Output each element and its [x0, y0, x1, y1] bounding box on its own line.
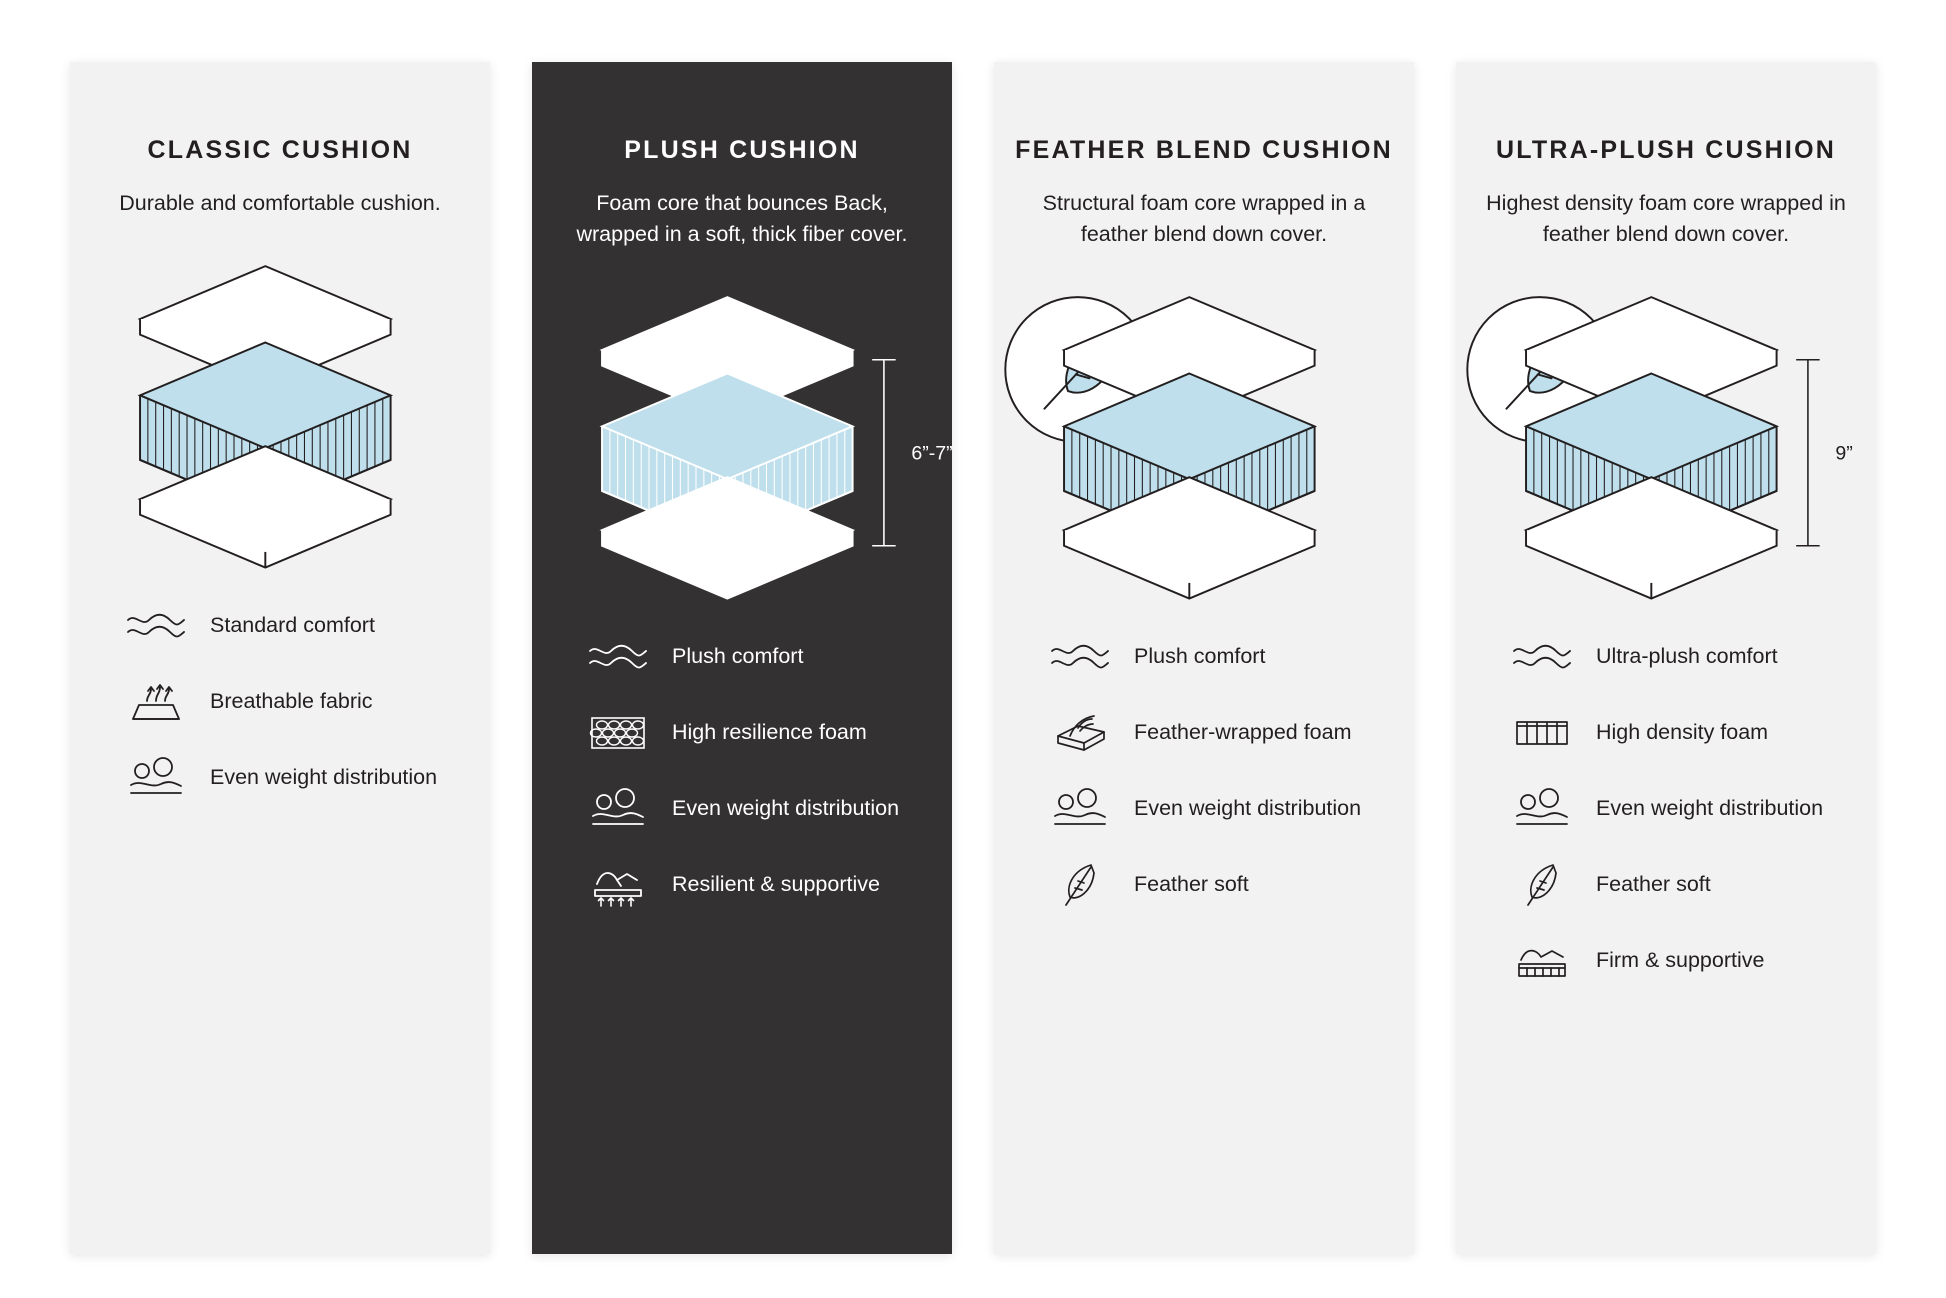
feature-label: Even weight distribution	[1134, 796, 1362, 821]
feature-label: Firm & supportive	[1596, 948, 1765, 973]
feature-label: Ultra-plush comfort	[1596, 644, 1778, 669]
svg-text:6”-7”: 6”-7”	[911, 442, 953, 465]
even-weight-icon	[1510, 784, 1574, 834]
feature-row	[1048, 784, 1374, 834]
feature-row	[586, 708, 912, 758]
wave-lines-icon	[1048, 632, 1112, 682]
firm-support-icon	[1510, 936, 1574, 986]
wave-lines-icon	[124, 601, 188, 651]
wave-lines-icon	[1510, 632, 1574, 682]
even-weight-icon	[586, 784, 650, 834]
feature-row	[1048, 860, 1374, 910]
feature-label: High resilience foam	[672, 720, 867, 745]
cushion-card-3	[994, 62, 1414, 1254]
feature-row	[124, 677, 450, 727]
wave-lines-icon	[586, 632, 650, 682]
feature-row	[1510, 936, 1836, 986]
feature-label: Feather soft	[1596, 872, 1711, 897]
feature-label: Standard comfort	[210, 613, 375, 638]
feather-wrapped-foam-icon	[1048, 708, 1112, 758]
feature-row	[1048, 632, 1374, 682]
feature-label: Even weight distribution	[210, 765, 438, 790]
feature-row	[124, 601, 450, 651]
exploded-cushion-diagram	[70, 245, 490, 575]
breathable-fabric-icon	[124, 677, 188, 727]
feature-list	[532, 632, 952, 910]
card-description: Structural foam core wrapped in a feather blend down cover.	[1042, 191, 1366, 247]
feature-label: Resilient & supportive	[672, 872, 880, 897]
feature-label: Feather soft	[1134, 872, 1249, 897]
feature-label: High density foam	[1596, 720, 1769, 745]
feature-list	[1456, 632, 1876, 986]
even-weight-icon	[124, 753, 188, 803]
cushion-card-2	[532, 62, 952, 1254]
card-title: PLUSH CUSHION	[624, 136, 860, 164]
card-title: CLASSIC CUSHION	[147, 136, 413, 164]
feature-row	[1510, 860, 1836, 910]
cushion-card-1	[70, 62, 490, 1254]
card-title: FEATHER BLEND CUSHION	[1015, 136, 1393, 164]
feather-icon	[1510, 860, 1574, 910]
feature-label: Even weight distribution	[1596, 796, 1824, 821]
cushion-card-4	[1456, 62, 1876, 1254]
card-description: Highest density foam core wrapped in feather blend down cover.	[1486, 191, 1846, 247]
card-title: ULTRA-PLUSH CUSHION	[1496, 136, 1836, 164]
feature-row	[1510, 784, 1836, 834]
feature-row	[1510, 632, 1836, 682]
svg-text:9”: 9”	[1835, 442, 1853, 465]
feature-row	[586, 860, 912, 910]
feature-row	[124, 753, 450, 803]
exploded-cushion-diagram	[1456, 276, 1876, 606]
feature-label: Even weight distribution	[672, 796, 900, 821]
feature-label: Feather-wrapped foam	[1134, 720, 1352, 745]
card-description: Foam core that bounces Back, wrapped in a soft, thick fiber cover.	[576, 191, 908, 247]
feature-row	[586, 632, 912, 682]
feature-label: Plush comfort	[672, 644, 804, 669]
feature-row	[1048, 708, 1374, 758]
feature-label: Breathable fabric	[210, 689, 373, 714]
feature-row	[586, 784, 912, 834]
feature-row	[1510, 708, 1836, 758]
card-description: Durable and comfortable cushion.	[119, 191, 441, 215]
exploded-cushion-diagram	[532, 276, 952, 606]
feather-icon	[1048, 860, 1112, 910]
feature-list	[994, 632, 1414, 910]
feature-list	[70, 601, 490, 803]
even-weight-icon	[1048, 784, 1112, 834]
high-density-foam-icon	[1510, 708, 1574, 758]
resilient-support-icon	[586, 860, 650, 910]
honeycomb-foam-icon	[586, 708, 650, 758]
feature-label: Plush comfort	[1134, 644, 1266, 669]
exploded-cushion-diagram	[994, 276, 1414, 606]
